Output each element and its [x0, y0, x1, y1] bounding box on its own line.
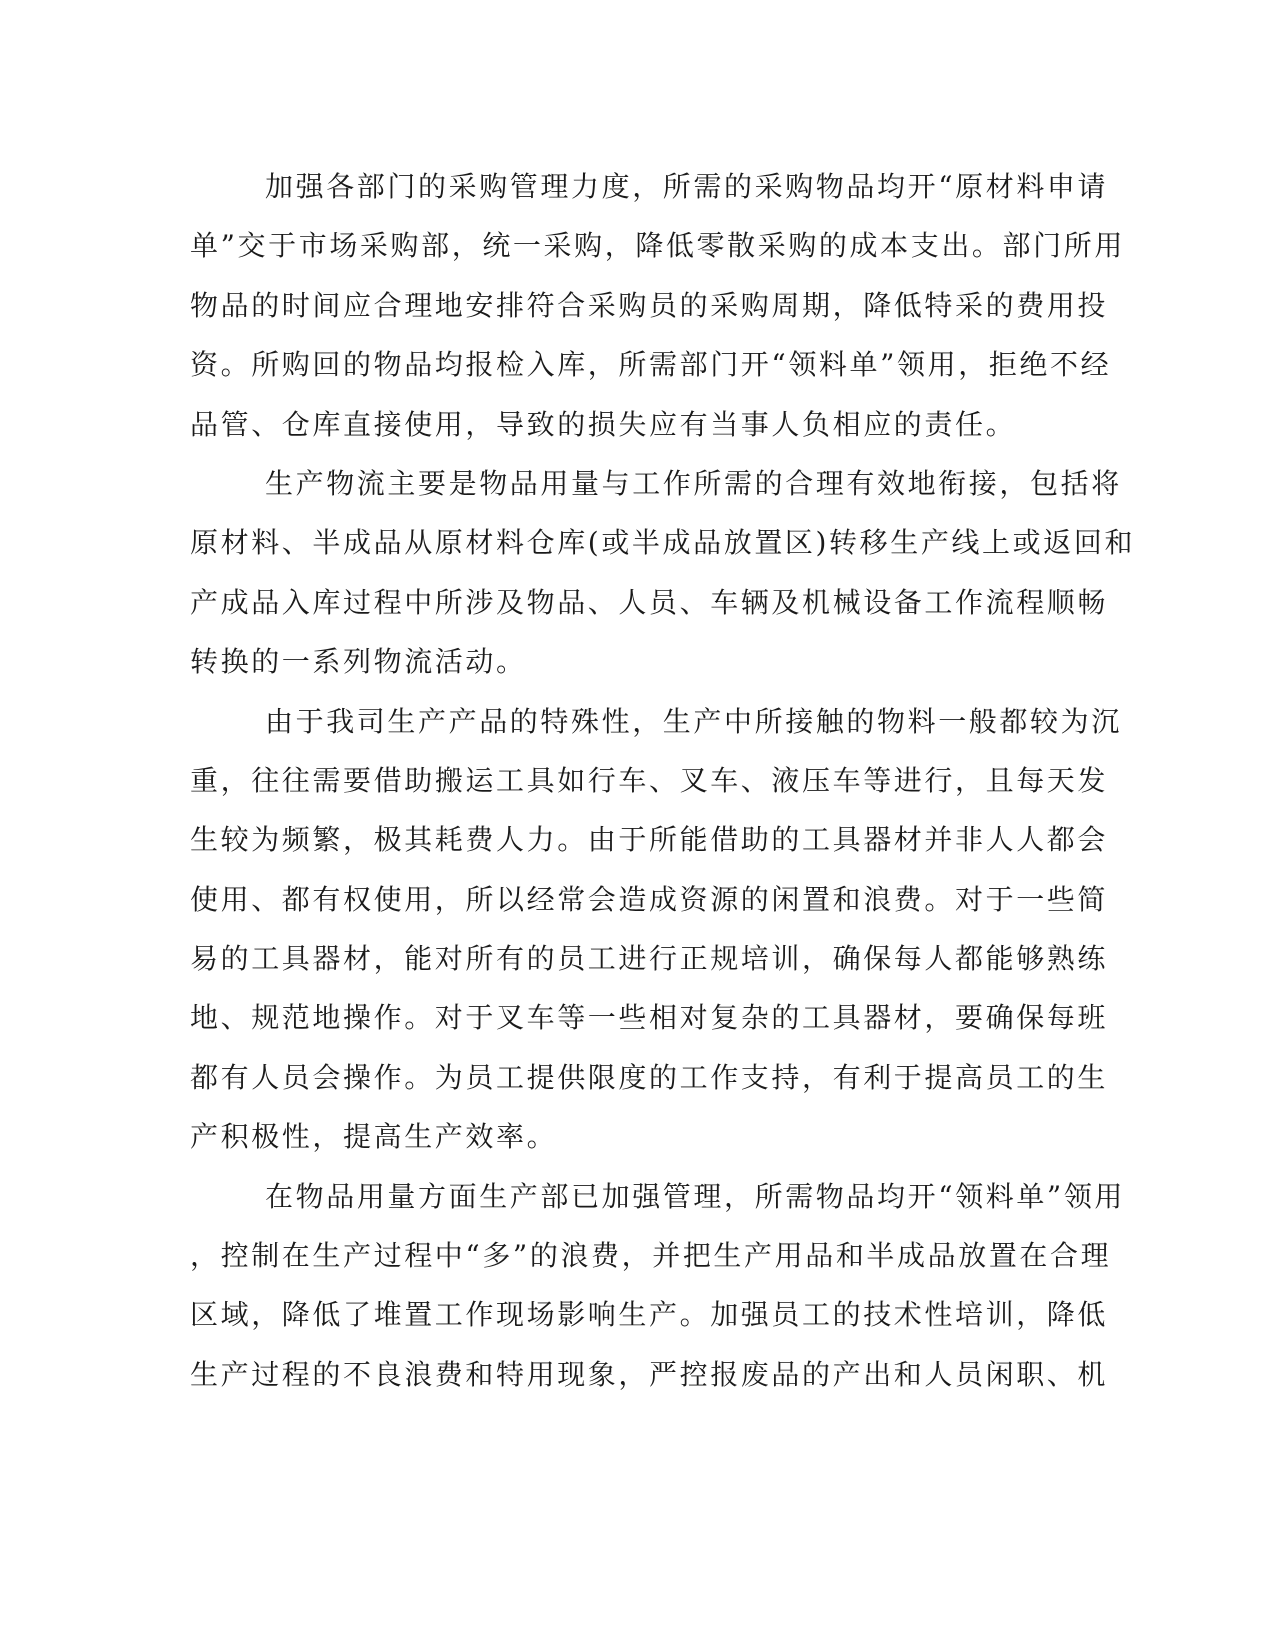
text-line: 加强各部门的采购管理力度，所需的采购物品均开“原材料申请: [265, 170, 1109, 203]
text-line: 生产物流主要是物品用量与工作所需的合理有效地衔接，包括将: [265, 466, 1122, 500]
text-line: 产积极性，提高生产效率。: [190, 1120, 558, 1154]
text-line: 在物品用量方面生产部已加强管理，所需物品均开“领料单”领用: [265, 1179, 1126, 1213]
text-line: 由于我司生产产品的特殊性，生产中所接触的物料一般都较为沉: [265, 704, 1122, 738]
text-line: 地、规范地操作。对于叉车等一些相对复杂的工具器材，要确保每班: [190, 1001, 1109, 1035]
text-line: 生产过程的不良浪费和特用现象，严控报废品的产出和人员闲职、机: [190, 1357, 1109, 1391]
text-line: 原材料、半成品从原材料仓库(或半成品放置区)转移生产线上或返回和: [190, 526, 1136, 560]
text-line: 单”交于市场采购部，统一采购，降低零散采购的成本支出。部门所用: [190, 229, 1125, 263]
document-body: [190, 157, 1136, 1404]
text-line: 易的工具器材，能对所有的员工进行正规培训，确保每人都能够熟练: [190, 942, 1109, 976]
text-line: 重，往往需要借助搬运工具如行车、叉车、液压车等进行，且每天发: [190, 763, 1109, 797]
paragraph-1: [190, 157, 1125, 454]
paragraph-2: [190, 454, 1136, 692]
text-line: 使用、都有权使用，所以经常会造成资源的闲置和浪费。对于一些简: [190, 882, 1109, 916]
text-line: 品管、仓库直接使用，导致的损失应有当事人负相应的责任。: [190, 407, 1017, 441]
text-line: 资。所购回的物品均报检入库，所需部门开“领料单”领用，拒绝不经: [190, 348, 1112, 382]
text-line: 产成品入库过程中所涉及物品、人员、车辆及机械设备工作流程顺畅: [190, 585, 1109, 619]
text-line: 生较为频繁，极其耗费人力。由于所能借助的工具器材并非人人都会: [190, 823, 1109, 857]
paragraph-4: [190, 1167, 1126, 1405]
text-line: 都有人员会操作。为员工提供限度的工作支持，有利于提高员工的生: [190, 1060, 1109, 1094]
text-line: 物品的时间应合理地安排符合采购员的采购周期，降低特采的费用投: [190, 288, 1109, 322]
text-line: 转换的一系列物流活动。: [190, 645, 527, 679]
text-line: 区域，降低了堆置工作现场影响生产。加强员工的技术性培训，降低: [190, 1298, 1109, 1332]
text-line: ，控制在生产过程中“多”的浪费，并把生产用品和半成品放置在合理: [190, 1239, 1112, 1273]
paragraph-3: [190, 692, 1122, 1167]
